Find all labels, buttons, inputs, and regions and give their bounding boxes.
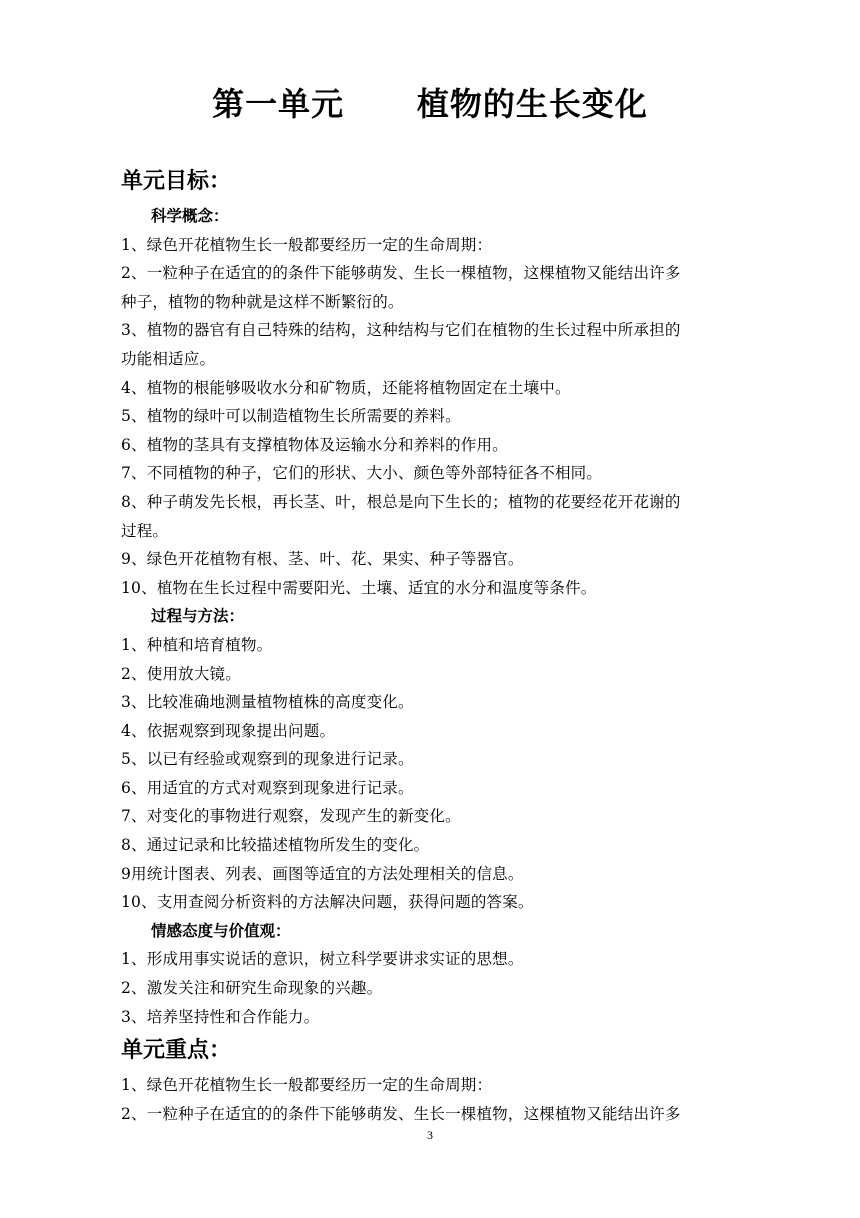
subheading-methods: 过程与方法： — [151, 607, 245, 626]
list-item: 2、使用放大镜。 — [121, 664, 241, 683]
list-item: 9用统计图表、列表、画图等适宜的方法处理相关的信息。 — [121, 864, 524, 883]
list-item: 6、用适宜的方式对观察到现象进行记录。 — [121, 778, 414, 797]
list-item: 3、培养坚持性和合作能力。 — [121, 1007, 320, 1026]
list-item: 4、依据观察到现象提出问题。 — [121, 721, 336, 740]
list-item: 1、绿色开花植物生长一般都要经历一定的生命周期： — [121, 235, 493, 254]
list-item: 8、通过记录和比较描述植物所发生的变化。 — [121, 836, 430, 855]
list-item: 2、一粒种子在适宜的的条件下能够萌发、生长一棵植物，这棵植物又能结出许多 — [121, 264, 681, 283]
section-heading-key-points: 单元重点： — [121, 1038, 232, 1064]
list-item: 10、支用查阅分析资料的方法解决问题，获得问题的答案。 — [121, 893, 534, 912]
list-item: 1、种植和培育植物。 — [121, 635, 273, 654]
list-item: 2、激发关注和研究生命现象的兴趣。 — [121, 979, 383, 998]
document-body — [121, 162, 761, 1128]
list-item: 过程。 — [121, 521, 169, 540]
list-item: 1、绿色开花植物生长一般都要经历一定的生命周期： — [121, 1076, 493, 1095]
list-item: 7、对变化的事物进行观察，发现产生的新变化。 — [121, 807, 461, 826]
list-item: 4、植物的根能够吸收水分和矿物质，还能将植物固定在土壤中。 — [121, 378, 571, 397]
subheading-attitudes: 情感态度与价值观： — [151, 921, 291, 940]
list-item: 8、种子萌发先长根，再长茎、叶，根总是向下生长的；植物的花要经花开花谢的 — [121, 492, 681, 511]
list-item: 5、植物的绿叶可以制造植物生长所需要的养料。 — [121, 407, 461, 426]
list-item: 功能相适应。 — [121, 349, 216, 368]
section-heading-goals: 单元目标： — [121, 169, 232, 194]
list-item: 6、植物的茎具有支撑植物体及运输水分和养料的作用。 — [121, 435, 508, 454]
list-item: 种子，植物的物种就是这样不断繁衍的。 — [121, 292, 404, 311]
page-number: 3 — [427, 1128, 433, 1142]
page-title: 第一单元 植物的生长变化 — [212, 85, 648, 123]
list-item: 3、植物的器官有自己特殊的结构，这种结构与它们在植物的生长过程中所承担的 — [121, 321, 681, 340]
list-item: 3、比较准确地测量植物植株的高度变化。 — [121, 693, 414, 712]
list-item: 2、一粒种子在适宜的的条件下能够萌发、生长一棵植物，这棵植物又能结出许多 — [121, 1104, 681, 1123]
list-item: 9、绿色开花植物有根、茎、叶、花、果实、种子等器官。 — [121, 550, 524, 569]
list-item: 5、以已有经验或观察到的现象进行记录。 — [121, 750, 414, 769]
subheading-concepts: 科学概念： — [151, 207, 229, 225]
list-item: 1、形成用事实说话的意识，树立科学要讲求实证的思想。 — [121, 950, 524, 969]
list-item: 10、植物在生长过程中需要阳光、土壤、适宜的水分和温度等条件。 — [121, 578, 597, 597]
list-item: 7、不同植物的种子，它们的形状、大小、颜色等外部特征各不相同。 — [121, 464, 603, 483]
